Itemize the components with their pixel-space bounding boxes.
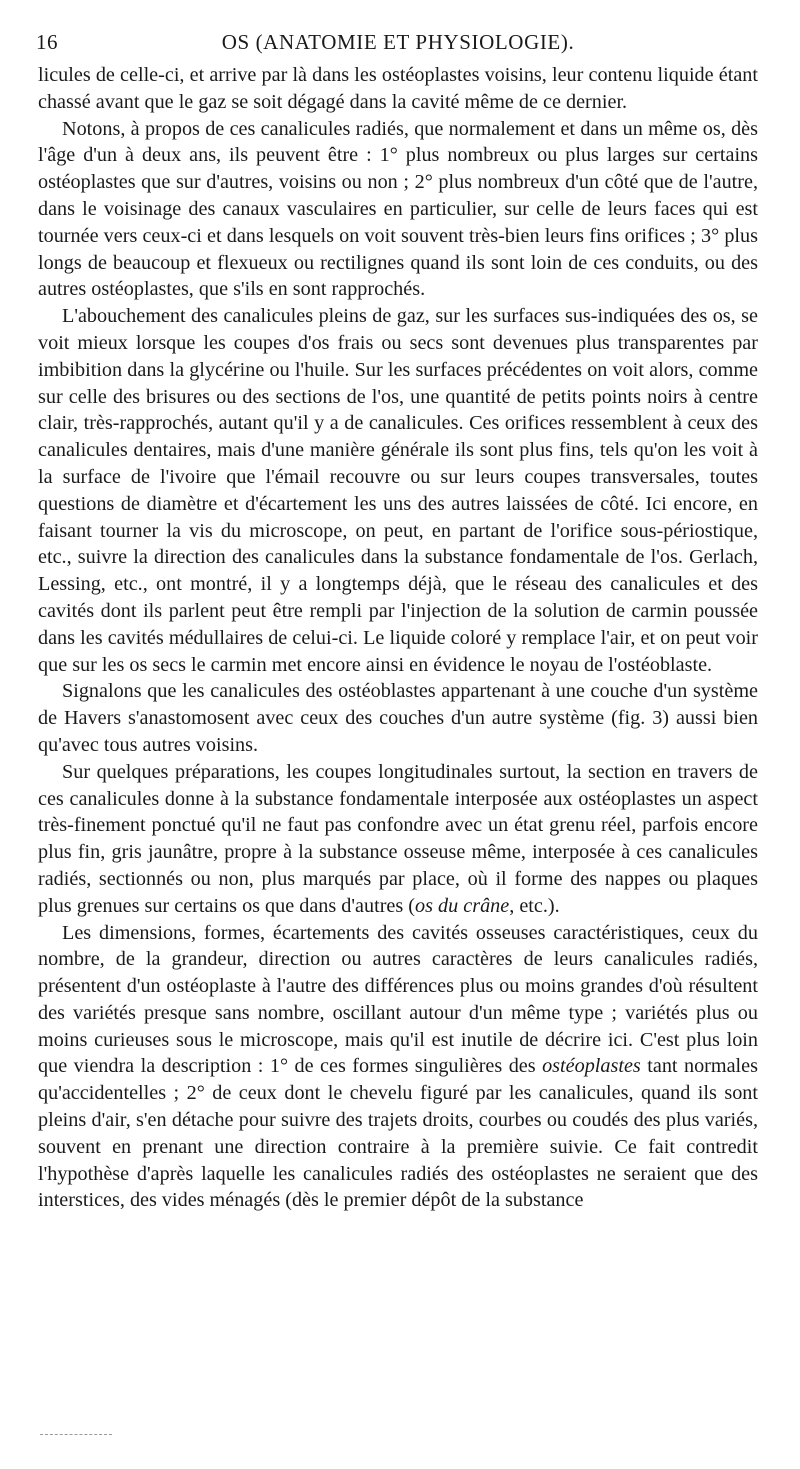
footer-rule (40, 1434, 112, 1435)
page-number: 16 (36, 30, 58, 54)
body-text (38, 62, 758, 1214)
paragraph-6-text-b: tant normales qu'accidentelles ; 2° de ceux dont le chevelu figuré par les canalicules, quand ils sont pleins d'air, s'en détache pour suivre des trajets droits, courbes ou coudés des plus variés, souvent en prenant une direction contraire à la première suivie. Ce fait contredit l'hypothèse d'après laquelle les canalicules radiés des ostéoplastes ne seraient que des interstices, des vides ménagés (dès le premier dépôt de la substance (38, 1055, 758, 1212)
paragraph-1: licules de celle-ci, et arrive par là dans les ostéoplastes voisins, leur contenu liquide étant chassé avant que le gaz se soit dégagé dans la cavité même de ce dernier. (38, 64, 758, 113)
paragraph-5-text-a: Sur quelques préparations, les coupes longitudinales surtout, la section en travers de ces canalicules donne à la substance fondamentale interposée aux ostéoplastes un aspect très-finement ponctué qu'il ne faut pas confondre avec un état grenu réel, parfois encore plus fin, gris jaunâtre, propre à la substance osseuse même, interposée à ces canalicules radiés, sectionnés ou non, plus marqués par place, où il forme des nappes ou plaques plus grenues sur certains os que dans d'autres ( (38, 760, 758, 917)
paragraph-6 (38, 920, 758, 1215)
paragraph-6-italic: ostéoplastes (542, 1055, 641, 1078)
paragraph-4: Signalons que les canalicules des ostéoblastes appartenant à une couche d'un système de Havers s'anastomosent avec ceux des couches d'un autre système (fig. 3) aussi bien qu'avec tous autres voisins. (38, 680, 758, 756)
running-head: OS (ANATOMIE ET PHYSIOLOGIE). (221, 30, 575, 54)
paragraph-5-italic: os du crâne (415, 894, 510, 917)
paragraph-5 (38, 759, 758, 920)
paragraph-6-text-a: Les dimensions, formes, écartements des cavités osseuses caractéristiques, ceux du nombre, de la grandeur, direction ou autres caractères de leurs canalicules radiés, présentent d'un ostéoplaste à l'autre des différences plus ou moins grandes d'où résultent des variétés presque sans nombre, oscillant autour d'un même type ; variétés plus ou moins curieuses sous le microscope, mais qu'il est inutile de décrire ici. C'est plus loin que viendra la description : 1° de ces formes singulières des (38, 921, 758, 1078)
paragraph-2: Notons, à propos de ces canalicules radiés, que normalement et dans un même os, dès l'âge d'un à deux ans, ils peuvent être : 1° plus nombreux ou plus larges sur certains ostéoplastes que sur d'autres, voisins ou non ; 2° plus nombreux d'un côté que de l'autre, dans le voisinage des canaux vasculaires en particulier, sur celle de leurs faces qui est tournée vers ceux-ci et dans lesquels on voit souvent très-bien leurs fins orifices ; 3° plus longs de beaucoup et flexueux ou rectilignes quand ils sont loin de ces conduits, ou des autres ostéoplastes, que s'ils en sont rapprochés. (38, 117, 758, 301)
paragraph-3: L'abouchement des canalicules pleins de gaz, sur les surfaces sus-indiquées des os, se voit mieux lorsque les coupes d'os frais ou secs sont devenues plus transparentes par imbibition dans la glycérine ou l'huile. Sur les surfaces précédentes on voit alors, comme sur celle des brisures ou des sections de l'os, une quantité de petits points noirs à centre clair, très-rapprochés, autant qu'il y a de canalicules. Ces orifices ressemblent à ceux des canalicules dentaires, mais d'une manière générale ils sont plus fins, tels qu'on les voit à la surface de l'ivoire que l'émail recouvre ou sur leurs coupes transversales, toutes questions de diamètre et d'écartement les uns des autres laissées de côté. Ici encore, en faisant tourner la vis du microscope, on peut, en partant de l'orifice sous-périostique, etc., suivre la direction des canalicules dans la substance fondamentale de l'os. Gerlach, Lessing, etc., ont montré, il y a longtemps déjà, que le réseau des canalicules et des cavités dont ils parlent peut être rempli par l'injection de la solution de carmin poussée dans les cavités médullaires de celui-ci. Le liquide coloré y remplace l'air, et on peut voir que sur les os secs le carmin met encore ainsi en évidence le noyau de l'ostéoblaste. (38, 305, 758, 676)
page-header (36, 30, 760, 58)
paragraph-5-text-b: , etc.). (509, 894, 560, 917)
